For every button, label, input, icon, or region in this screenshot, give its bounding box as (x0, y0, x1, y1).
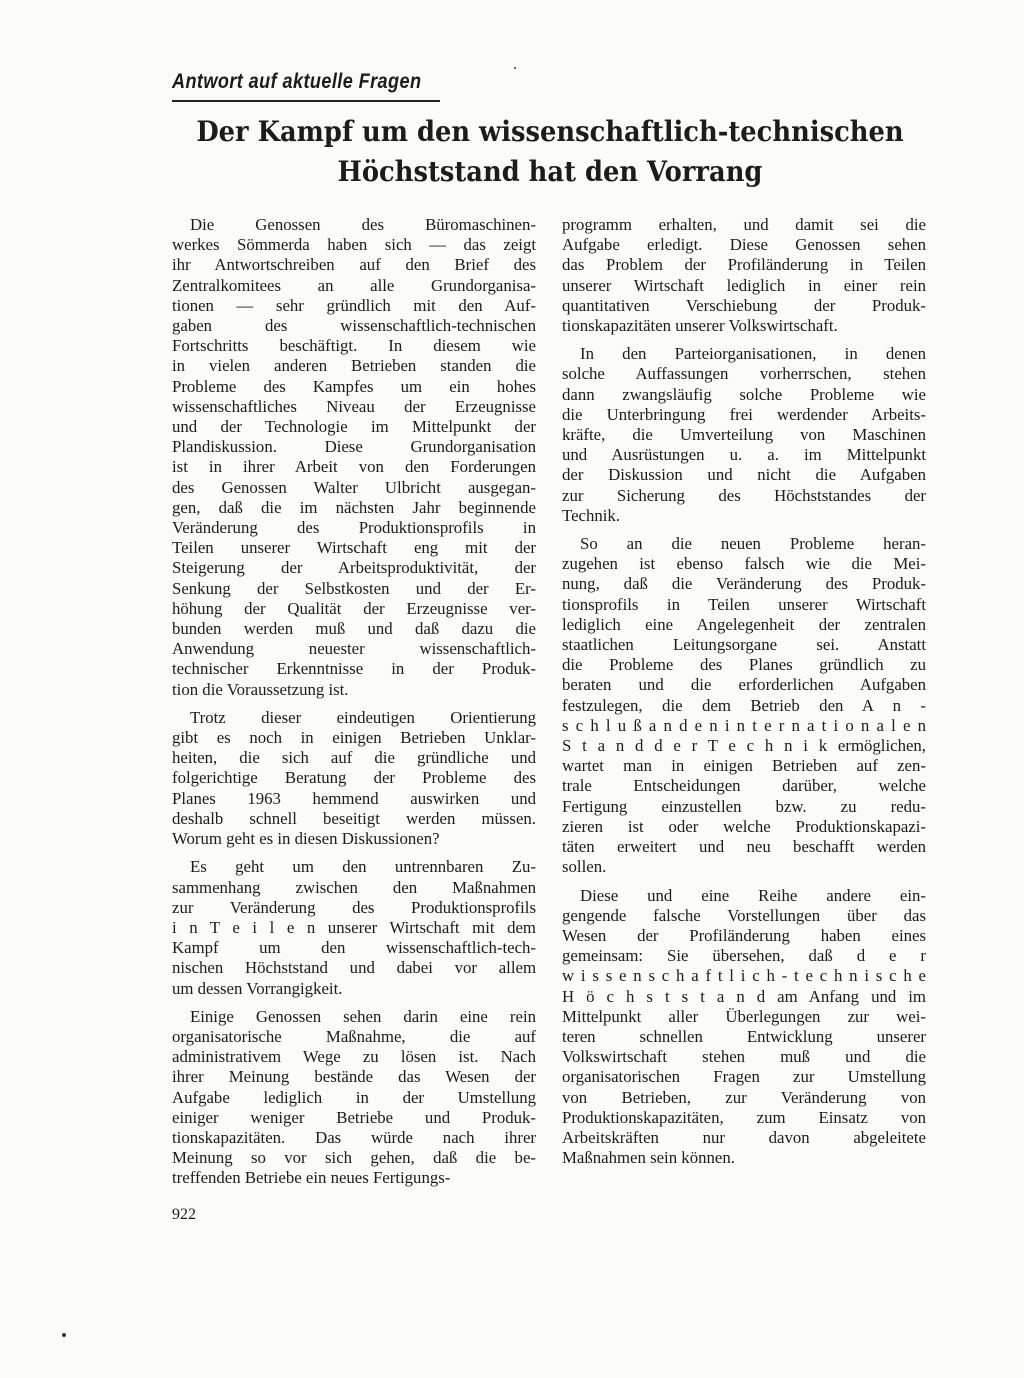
text-line: teren schnellen Entwicklung unserer (562, 1026, 926, 1046)
text-line: ist in ihrer Arbeit von den Forderungen (172, 457, 536, 477)
text-line: programm erhalten, und damit sei die (562, 215, 926, 234)
text-line: zugehen ist ebenso falsch wie die Mei- (562, 554, 926, 574)
text-line: Plandiskussion. Diese Grundorganisation (172, 437, 536, 457)
text-line: das Problem der Profiländerung in Teilen (562, 255, 926, 275)
text-line: wissenschaftliches Niveau der Erzeugnisse (172, 396, 536, 416)
text-line: H ö c h s t s t a n d am Anfang und im (562, 986, 926, 1006)
text-line: der Diskussion und nicht die Aufgaben (562, 465, 926, 485)
text-line: folgerichtige Beratung der Probleme des (172, 768, 536, 788)
text-line: tionskapazitäten unserer Volkswirtschaft. (562, 316, 838, 336)
text-line: gen, daß die im nächsten Jahr beginnende (172, 497, 536, 517)
text-line: Aufgabe lediglich in der Umstellung (172, 1087, 536, 1107)
text-line: die Unterbringung frei werdender Arbeits- (562, 404, 926, 424)
text-line: zur Sicherung des Höchststandes der (562, 485, 926, 505)
text-line: Fertigung einzustellen bzw. zu redu- (562, 796, 926, 816)
text-line: Die Genossen des Büromaschinen- (190, 215, 536, 234)
paragraph (562, 344, 926, 526)
text-line: festzulegen, die dem Betrieb den A n - (562, 695, 926, 715)
text-line: und der Technologie im Mittelpunkt der (172, 417, 536, 437)
text-line: kräfte, die Umverteilung von Maschinen (562, 425, 926, 445)
text-line: organisatorischen Fragen zur Umstellung (562, 1067, 926, 1087)
text-line: tionen — sehr gründlich mit den Auf- (172, 295, 536, 315)
headline-line-2: Höchststand hat den Vorrang (337, 155, 763, 188)
text-line: einiger weniger Betriebe und Produk- (172, 1107, 536, 1127)
text-line: Planes 1963 hemmend auswirken und (172, 788, 536, 808)
text-line: Anwendung neuester wissenschaftlich- (172, 639, 536, 659)
text-line: unserer Wirtschaft lediglich in einer rein (562, 275, 926, 295)
kicker-heading: Antwort auf aktuelle Fragen (172, 70, 422, 93)
print-speck (514, 67, 516, 69)
text-line: trale Entscheidungen darüber, welche (562, 776, 926, 796)
text-line: von Betrieben, zur Veränderung von (562, 1087, 926, 1107)
paragraph (172, 708, 536, 849)
text-line: Produktionskapazitäten, zum Einsatz von (562, 1107, 926, 1127)
text-line: und Ausrüstungen u. a. im Mittelpunkt (562, 445, 926, 465)
text-line: Es geht um den untrennbaren Zu- (190, 857, 536, 877)
text-line: bunden werden muß und daß dazu die (172, 619, 536, 639)
text-line: höhung der Qualität der Erzeugnisse ver- (172, 598, 536, 618)
text-line: täten erweitert und neu beschafft werden (562, 837, 926, 857)
text-line: ihrer Meinung bestände das Wesen der (172, 1067, 536, 1087)
text-line: tionskapazitäten. Das würde nach ihrer (172, 1127, 536, 1147)
text-line: um dessen Vorrangigkeit. (172, 978, 343, 998)
text-line: in vielen anderen Betrieben standen die (172, 356, 536, 376)
text-line: staatlichen Leitungsorgane sei. Anstatt (562, 635, 926, 655)
text-line: nischen Höchststand und dabei vor allem (172, 958, 536, 978)
paragraph (172, 857, 536, 998)
text-line: Arbeitskräften nur davon abgeleitete (562, 1127, 926, 1147)
text-line: solche Auffassungen vorherrschen, stehen (562, 364, 926, 384)
text-line: Einige Genossen sehen darin eine rein (190, 1006, 536, 1026)
headline-line-1: Der Kampf um den wissenschaftlich-technischen (196, 115, 904, 148)
text-line: In den Parteiorganisationen, in denen (580, 344, 926, 364)
text-line: lediglich eine Angelegenheit der zentralen (562, 614, 926, 634)
text-line: die Probleme des Planes gründlich zu (562, 655, 926, 675)
headline (191, 112, 909, 192)
text-line: Technik. (562, 505, 621, 525)
text-line: Teilen unserer Wirtschaft eng mit der (172, 538, 536, 558)
text-line: werkes Sömmerda haben sich — das zeigt (172, 235, 536, 255)
text-line: Probleme des Kampfes um ein hohes (172, 376, 536, 396)
text-line: deshalb schnell beseitigt werden müssen. (172, 808, 536, 828)
text-line: Steigerung der Arbeitsproduktivität, der (172, 558, 536, 578)
text-line: wartet man in einigen Betrieben auf zen- (562, 756, 926, 776)
paragraph (562, 886, 926, 1169)
text-line: Kampf um den wissenschaftlich-tech- (172, 938, 536, 958)
text-line: Volkswirtschaft stehen muß und die (562, 1047, 926, 1067)
text-line: tion die Voraussetzung ist. (172, 679, 349, 699)
paragraph (562, 534, 926, 877)
text-line: sammenhang zwischen den Maßnahmen (172, 877, 536, 897)
paragraph (172, 1007, 536, 1189)
text-line: nung, daß die Veränderung des Produk- (562, 574, 926, 594)
text-line: zur Veränderung des Produktionsprofils (172, 897, 536, 917)
text-line: quantitativen Verschiebung der Produk- (562, 295, 926, 315)
text-line: gengende falsche Vorstellungen über das (562, 905, 926, 925)
text-line: ihr Antwortschreiben auf den Brief des (172, 255, 536, 275)
text-line: gibt es noch in einigen Betrieben Unklar- (172, 728, 536, 748)
text-line: s c h l u ß a n d e n i n t e r n a t i o n a l e n (562, 715, 926, 735)
text-line: organisatorische Maßnahme, die auf (172, 1026, 536, 1046)
text-line: So an die neuen Probleme heran- (580, 534, 926, 554)
text-line: gemeinsam: Sie übersehen, daß d e r (562, 946, 926, 966)
paragraph (172, 215, 536, 700)
kicker-rule (172, 100, 440, 102)
text-line: Aufgabe erledigt. Diese Genossen sehen (562, 235, 926, 255)
left-column (172, 215, 536, 1197)
text-line: Meinung so vor sich gehen, daß die be- (172, 1148, 536, 1168)
text-line: dann zwangsläufig solche Probleme wie (562, 384, 926, 404)
text-line: Zentralkomitees an alle Grundorganisa- (172, 275, 536, 295)
text-line: i n T e i l e n unserer Wirtschaft mit dem (172, 917, 536, 937)
text-line: treffenden Betriebe ein neues Fertigungs- (172, 1168, 451, 1188)
text-line: S t a n d d e r T e c h n i k ermöglichen, (562, 736, 926, 756)
text-line: heiten, die sich auf die gründliche und (172, 748, 536, 768)
right-column (562, 215, 926, 1176)
text-line: Worum geht es in diesen Diskussionen? (172, 829, 440, 849)
text-line: sollen. (562, 857, 607, 877)
page-number: 922 (172, 1206, 196, 1223)
text-line: administrativem Wege zu lösen ist. Nach (172, 1047, 536, 1067)
text-line: Maßnahmen sein können. (562, 1148, 735, 1168)
text-line: w i s s e n s c h a f t l i c h - t e c h n i s c h e (562, 966, 926, 986)
text-line: Fortschritts beschäftigt. In diesem wie (172, 336, 536, 356)
text-line: zieren ist oder welche Produktionskapazi- (562, 816, 926, 836)
text-line: Wesen der Profiländerung haben eines (562, 925, 926, 945)
text-line: beraten und die erforderlichen Aufgaben (562, 675, 926, 695)
text-line: technischer Erkenntnisse in der Produk- (172, 659, 536, 679)
text-line: des Genossen Walter Ulbricht ausgegan- (172, 477, 536, 497)
print-speck (62, 1333, 66, 1337)
paragraph (562, 215, 926, 336)
text-line: Diese und eine Reihe andere ein- (580, 885, 926, 905)
text-line: Senkung der Selbstkosten und der Er- (172, 578, 536, 598)
text-line: Veränderung des Produktionsprofils in (172, 518, 536, 538)
text-line: gaben des wissenschaftlich-technischen (172, 316, 536, 336)
text-line: Trotz dieser eindeutigen Orientierung (190, 707, 536, 727)
text-line: Mittelpunkt aller Überlegungen zur wei- (562, 1006, 926, 1026)
text-line: tionsprofils in Teilen unserer Wirtschaft (562, 594, 926, 614)
